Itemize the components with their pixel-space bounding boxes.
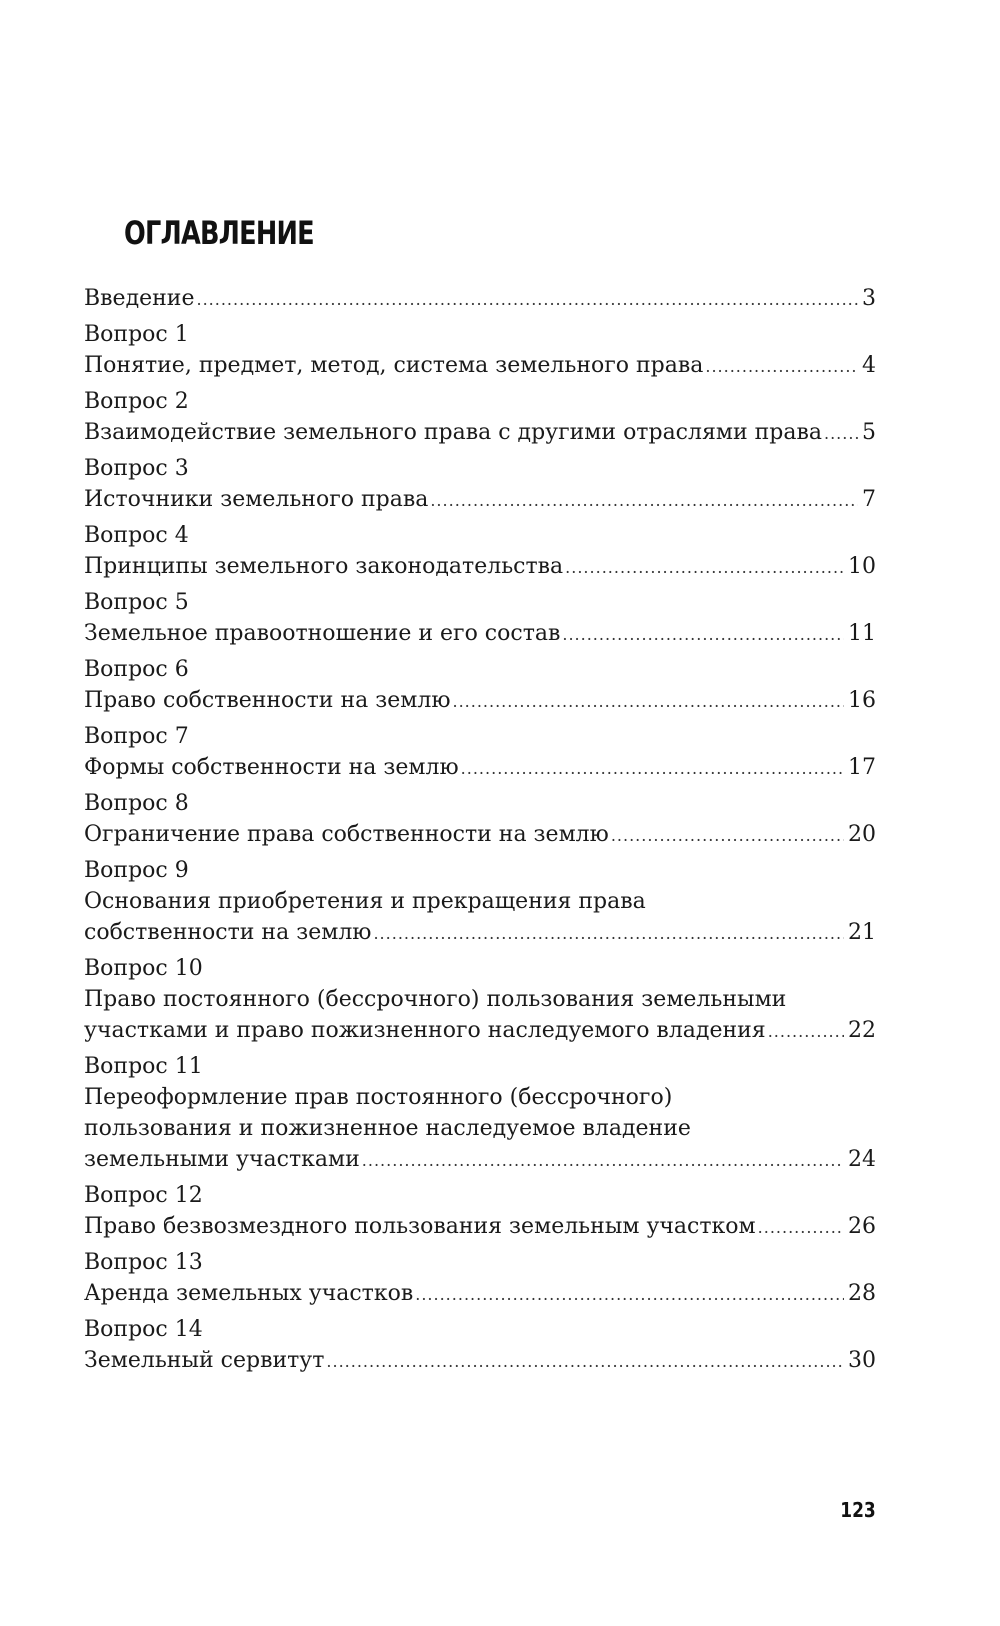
toc-title-last-line [84, 283, 876, 314]
toc-entry [84, 788, 876, 850]
toc-page-reference: 5 [862, 420, 876, 445]
dot-leader [461, 753, 844, 784]
toc-entry [84, 855, 876, 948]
toc-page-reference: 22 [848, 1018, 876, 1043]
dot-leader [611, 820, 844, 851]
toc-page-reference: 20 [848, 822, 876, 847]
dot-leader [758, 1212, 844, 1243]
toc-title-last-line [84, 484, 876, 515]
toc-entry [84, 1051, 876, 1175]
toc-title-text: земельными участками [84, 1147, 360, 1172]
dot-leader [430, 485, 858, 516]
toc-question-number: Вопрос 6 [84, 657, 189, 682]
toc-title-text: Право собственности на землю [84, 688, 451, 713]
page-title: ОГЛАВЛЕНИЕ [124, 214, 314, 252]
toc-title-last-line [84, 1345, 876, 1376]
toc-entry [84, 953, 876, 1046]
toc-title-text: Аренда земельных участков [84, 1281, 414, 1306]
toc-title-text: собственности на землю [84, 920, 372, 945]
toc-page-reference: 30 [848, 1348, 876, 1373]
dot-leader [768, 1016, 844, 1047]
toc-question-number: Вопрос 11 [84, 1054, 203, 1079]
dot-leader [415, 1279, 844, 1310]
toc-question-number: Вопрос 9 [84, 858, 189, 883]
toc-title-line: Право постоянного (бессрочного) пользования земельными [84, 987, 787, 1012]
toc-title-line: Переоформление прав постоянного (бессрочного) [84, 1085, 673, 1110]
book-page [84, 0, 876, 1626]
toc-question-number: Вопрос 14 [84, 1317, 203, 1342]
toc-question-number: Вопрос 3 [84, 456, 189, 481]
toc-question-number: Вопрос 1 [84, 322, 189, 347]
dot-leader [452, 686, 844, 717]
toc-question-number: Вопрос 8 [84, 791, 189, 816]
toc-entry [84, 1247, 876, 1309]
toc-question-number: Вопрос 10 [84, 956, 203, 981]
toc-title-text: Принципы земельного законодательства [84, 554, 564, 579]
toc-title-last-line [84, 685, 876, 716]
toc-title-last-line [84, 417, 876, 448]
toc-title-text: Введение [84, 286, 195, 311]
toc-title-last-line [84, 1144, 876, 1175]
toc-title-last-line [84, 917, 876, 948]
toc-title-text: Формы собственности на землю [84, 755, 459, 780]
toc-page-reference: 4 [862, 353, 876, 378]
toc-entry [84, 1314, 876, 1376]
toc-title-text: Право безвозмездного пользования земельным участком [84, 1214, 756, 1239]
toc-page-reference: 7 [862, 487, 876, 512]
toc-entry [84, 386, 876, 448]
dot-leader [326, 1346, 844, 1377]
toc-page-reference: 17 [848, 755, 876, 780]
toc-title-text: Ограничение права собственности на землю [84, 822, 609, 847]
toc-title-text: участками и право пожизненного наследуемого владения [84, 1018, 766, 1043]
dot-leader [362, 1145, 844, 1176]
toc-page-reference: 11 [848, 621, 876, 646]
toc-title-last-line [84, 350, 876, 381]
toc-title-last-line [84, 1278, 876, 1309]
table-of-contents [84, 283, 876, 1381]
toc-page-reference: 28 [848, 1281, 876, 1306]
toc-entry [84, 520, 876, 582]
toc-page-reference: 24 [848, 1147, 876, 1172]
toc-title-last-line [84, 752, 876, 783]
dot-leader [824, 418, 858, 449]
toc-question-number: Вопрос 12 [84, 1183, 203, 1208]
toc-page-reference: 26 [848, 1214, 876, 1239]
toc-title-text: Земельное правоотношение и его состав [84, 621, 561, 646]
toc-page-reference: 16 [848, 688, 876, 713]
toc-title-last-line [84, 551, 876, 582]
toc-question-number: Вопрос 7 [84, 724, 189, 749]
dot-leader [705, 351, 858, 382]
toc-title-last-line [84, 819, 876, 850]
toc-title-line: пользования и пожизненное наследуемое владение [84, 1116, 691, 1141]
toc-title-text: Взаимодействие земельного права с другими отраслями права [84, 420, 822, 445]
toc-entry [84, 721, 876, 783]
toc-title-last-line [84, 1211, 876, 1242]
toc-title-text: Земельный сервитут [84, 1348, 325, 1373]
toc-page-reference: 10 [848, 554, 876, 579]
toc-entry [84, 654, 876, 716]
toc-entry [84, 453, 876, 515]
toc-title-last-line [84, 618, 876, 649]
toc-title-last-line [84, 1015, 876, 1046]
toc-question-number: Вопрос 13 [84, 1250, 203, 1275]
dot-leader [373, 918, 844, 949]
toc-entry [84, 1180, 876, 1242]
dot-leader [562, 619, 844, 650]
dot-leader [196, 284, 858, 315]
toc-title-text: Источники земельного права [84, 487, 429, 512]
toc-title-line: Основания приобретения и прекращения права [84, 889, 646, 914]
toc-page-reference: 21 [848, 920, 876, 945]
toc-page-reference: 3 [862, 286, 876, 311]
toc-question-number: Вопрос 5 [84, 590, 189, 615]
dot-leader [565, 552, 844, 583]
toc-entry [84, 587, 876, 649]
toc-question-number: Вопрос 4 [84, 523, 189, 548]
toc-question-number: Вопрос 2 [84, 389, 189, 414]
toc-entry [84, 319, 876, 381]
toc-title-text: Понятие, предмет, метод, система земельного права [84, 353, 704, 378]
toc-entry [84, 283, 876, 314]
page-number: 123 [840, 1498, 876, 1522]
